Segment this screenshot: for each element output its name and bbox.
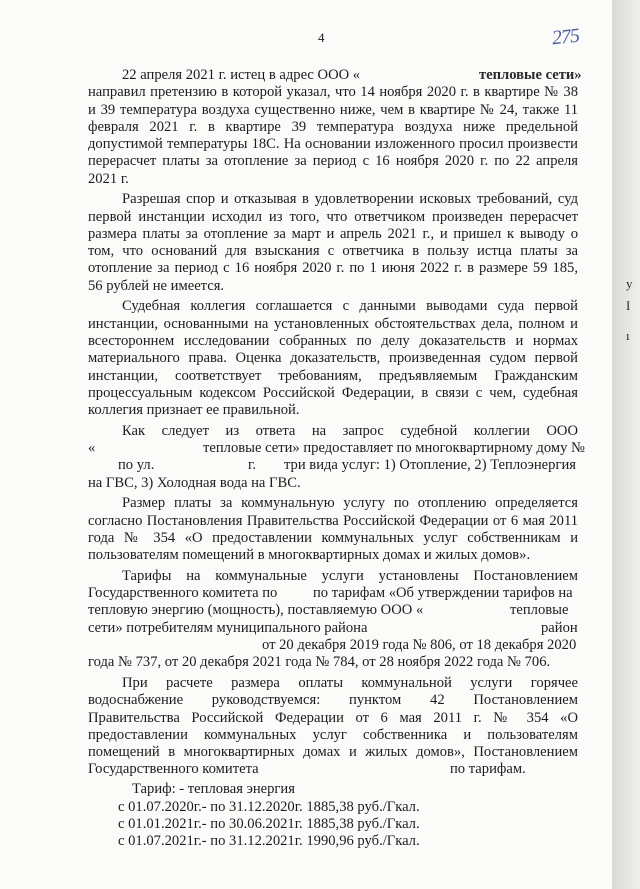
text-line: от 20 декабря 2019 года № 806, от 18 декабря 2020 (262, 637, 577, 653)
text-line: коллегия признает ее правильной. (88, 402, 300, 419)
text-line: том, что оснований для взыскания с ответчика в пользу истца платы за (88, 243, 578, 260)
text-line: тепловые сети» (479, 67, 582, 83)
edge-fragment: I (626, 298, 631, 313)
text-line: согласно Постановления Правительства Российской Федерации от 6 мая 2011 (88, 512, 578, 529)
text-line: 56 рублей не имеется. (88, 277, 225, 294)
text-line: сети» потребителям муниципального района (88, 619, 368, 636)
text-line: Разрешая спор и отказывая в удовлетворении исковых требований, суд (122, 191, 578, 208)
text-line: три вида услуг: 1) Отопление, 2) Теплоэнергия (284, 457, 576, 474)
text-line: пользователям помещений в многоквартирных домах и жилых домов». (88, 547, 531, 564)
tariff-heading: Тариф: - тепловая энергия (132, 781, 295, 798)
text-line: тепловые (510, 602, 569, 619)
text-line: Судебная коллегия соглашается с данными выводами суда первой (122, 298, 578, 315)
text-line: года № 737, от 20 декабря 2021 года № 784, от 28 ноября 2022 года № 706. (88, 654, 551, 671)
text-line: Размер платы за коммунальную услугу по отоплению определяется (122, 495, 578, 512)
text-line: отопление за период с 16 ноября 2020 г. по 1 июня 2022 г. в размере 59 185, (88, 260, 578, 277)
tariff-row: с 01.07.2021г.- по 31.12.2021г. 1990,96 руб./Гкал. (118, 833, 420, 849)
text-line: Тарифы на коммунальные услуги установлены Постановлением (122, 567, 578, 584)
text-line: Как следует из ответа на запрос судебной коллегии ООО (122, 422, 578, 439)
text-line: всестороннем исследовании собранных по делу доказательств и нормах (88, 333, 578, 349)
text-line: помещений в многоквартирных домах и жилых домов», Постановлением (88, 744, 578, 761)
text-line: инстанции, соответствует требованиям, предъявляемым Гражданским (88, 367, 578, 384)
text-line: Государственного комитета по (88, 585, 278, 602)
text-line: При расчете размера оплаты коммунальной услуги горячее (122, 675, 578, 691)
text-line: и 39 температура воздуха существенно ниже, чем в квартире № 24, также 11 (88, 101, 578, 118)
text-line: материального права. Оценка доказательств, произведенная судом первой (88, 350, 578, 367)
edge-fragment: у (626, 276, 633, 291)
text-line: первой инстанции исходил из того, что ответчиком произведен перерасчет (88, 208, 578, 225)
text-line: тепловые сети» предоставляет по многоквартирному дому № (203, 440, 585, 457)
text-line: года № 354 «О предоставлении коммунальных услуг собственникам и (88, 529, 578, 546)
text-line: 22 апреля 2021 г. истец в адрес ООО « (122, 67, 361, 83)
text-line: по тарифам «Об утверждении тарифов на (313, 585, 573, 602)
text-line: предоставлении коммунальных услуг собственника и пользователям (88, 726, 578, 743)
text-line: по ул. (118, 457, 155, 474)
text-line: инстанции, основанными на установленных обстоятельствах дела, полном и (88, 315, 578, 332)
text-line: направил претензию в которой указал, что 14 ноября 2020 г. в квартире № 38 (88, 84, 578, 101)
tariff-row: с 01.07.2020г.- по 31.12.2020г. 1885,38 руб./Гкал. (118, 798, 420, 815)
text-line: Государственного комитета (88, 761, 259, 778)
text-line: г. (248, 457, 256, 474)
edge-fragment: ı (626, 328, 630, 343)
text-line: тепловую энергию (мощность), поставляемую ООО « (88, 602, 424, 619)
text-line: февраля 2021 г. в квартире 39 температура воздуха ниже предельной (88, 118, 578, 135)
adjacent-page-edge (612, 0, 640, 889)
page-number: 4 (318, 30, 325, 45)
text-line: перерасчет платы за отопление за период с 16 ноября 2020 г. по 22 апреля (88, 153, 578, 170)
text-line: размера платы за отопление за март и апрель 2021 г., и пришел к выводу о (88, 225, 578, 242)
text-line: Правительства Российской Федерации от 6 мая 2011 г. № 354 «О (88, 709, 578, 726)
text-line: 2021 г. (88, 170, 129, 187)
text-line: на ГВС, 3) Холодная вода на ГВС. (88, 474, 301, 491)
text-line: « (88, 440, 96, 457)
tariff-row: с 01.01.2021г.- по 30.06.2021г. 1885,38 руб./Гкал. (118, 815, 420, 832)
text-line: процессуальным кодексом Российской Федерации, в связи с чем, судебная (88, 384, 578, 401)
text-line: допустимой температуры 18С. На основании изложенного просил произвести (88, 136, 578, 153)
text-line: водоснабжение руководствуемся: пунктом 42 Постановлением (88, 692, 578, 709)
text-line: район (541, 619, 578, 636)
text-line: по тарифам. (450, 761, 526, 778)
handwritten-page-stamp: 275 (550, 24, 581, 50)
